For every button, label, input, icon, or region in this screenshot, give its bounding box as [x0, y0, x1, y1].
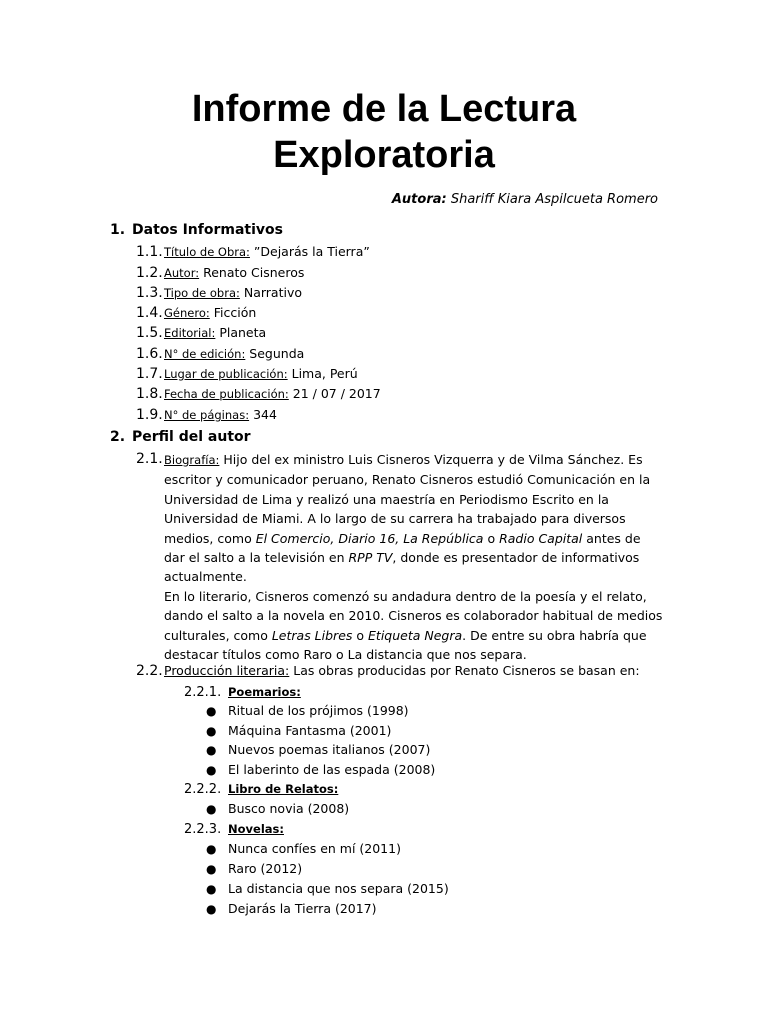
list-item: ● Dejarás la Tierra (2017)	[206, 901, 377, 916]
item-label: Título de Obra:	[164, 245, 250, 259]
item-label: Autor:	[164, 266, 200, 280]
list-item: ● La distancia que nos separa (2015)	[206, 881, 449, 896]
item-label: N° de edición:	[164, 347, 246, 361]
bullet-icon: ●	[206, 704, 217, 718]
bio-text: antes de dar el salto a la televisión en	[164, 530, 641, 566]
item-number: 1.3.	[136, 285, 163, 301]
author-line	[392, 192, 658, 207]
document-title	[0, 86, 768, 178]
item-label: Fecha de publicación:	[164, 387, 289, 401]
bullet-icon: ●	[206, 862, 217, 876]
bio-text: . De entre su obra habría que destacar títulos como Raro o La distancia que nos separa.	[164, 627, 647, 663]
item-number: 1.5.	[136, 325, 163, 341]
list-item: ● Nunca confíes en mí (2011)	[206, 841, 401, 856]
bullet-icon: ●	[206, 743, 217, 757]
item-value: Segunda	[245, 346, 305, 361]
section-number: 2.	[110, 429, 126, 445]
info-item	[136, 305, 256, 321]
item-value: 344	[249, 407, 277, 422]
bullet-icon: ●	[206, 882, 217, 896]
info-item	[136, 366, 358, 382]
bio-text: En lo literario, Cisneros comenzó su andadura dentro de la poesía y el relato, dando el salto a la novela en 2010. Cisneros es colaborador habitual de medios culturales, como	[164, 588, 663, 643]
item-value: 21 / 07 / 2017	[288, 386, 381, 401]
bio-italic: Letras Libres	[271, 627, 353, 643]
list-item: ● Raro (2012)	[206, 861, 303, 876]
item-number: 2.2.	[136, 663, 163, 679]
subgroup-label: Novelas:	[228, 822, 284, 836]
biography-number	[136, 451, 164, 467]
bio-italic: El Comercio, Diario 16, La República	[255, 530, 484, 546]
item-label: Producción literaria:	[164, 663, 290, 678]
biography-label: Biografía:	[164, 453, 220, 467]
bio-text: Hijo del ex ministro Luis Cisneros Vizquerra y de Vilma Sánchez. Es escritor y comunicador peruano, Renato Cisneros estudió Comunicación en la Universidad de Lima y realizó una maestría en Periodismo Escrito en la Universidad de Miami. A lo largo de su carrera ha trabajado para diversos medios, como	[164, 452, 651, 546]
item-value: Ficción	[209, 305, 257, 320]
item-label: N° de páginas:	[164, 408, 250, 422]
section-2-heading	[110, 429, 251, 445]
item-value: Las obras producidas por Renato Cisneros se basan en:	[289, 663, 640, 678]
section-1-heading	[110, 222, 283, 238]
item-number: 1.4.	[136, 305, 163, 321]
info-item	[136, 407, 277, 423]
item-value: ”Dejarás la Tierra”	[249, 244, 370, 259]
bullet-icon: ●	[206, 902, 217, 916]
item-label: Género:	[164, 306, 210, 320]
item-label: Lugar de publicación:	[164, 367, 288, 381]
item-label: Tipo de obra:	[164, 286, 240, 300]
info-item	[136, 346, 304, 362]
item-value: Planeta	[215, 325, 267, 340]
info-item	[136, 244, 370, 260]
item-number: 2.1.	[136, 451, 163, 467]
subgroup-number: 2.2.1.	[184, 685, 222, 700]
item-value: Renato Cisneros	[199, 265, 305, 280]
bio-italic: RPP TV	[348, 550, 393, 566]
subgroup-label: Poemarios:	[228, 685, 301, 699]
bullet-icon: ●	[206, 763, 217, 777]
bullet-icon: ●	[206, 802, 217, 816]
section-title: Perfil del autor	[132, 429, 251, 445]
bio-italic: Etiqueta Negra	[368, 627, 463, 643]
list-item: ● Máquina Fantasma (2001)	[206, 723, 392, 738]
list-item: ● Nuevos poemas italianos (2007)	[206, 742, 431, 757]
info-item	[136, 285, 302, 301]
subgroup-number: 2.2.3.	[184, 822, 222, 837]
item-number: 1.7.	[136, 366, 163, 382]
bullet-icon: ●	[206, 724, 217, 738]
section-title: Datos Informativos	[132, 222, 283, 238]
subgroup-number: 2.2.2.	[184, 782, 222, 797]
info-item	[136, 386, 381, 402]
subgroup-label: Libro de Relatos:	[228, 782, 339, 796]
item-label: Editorial:	[164, 326, 216, 340]
list-item: ● El laberinto de las espada (2008)	[206, 762, 436, 777]
bullet-icon: ●	[206, 842, 217, 856]
info-item	[136, 265, 304, 281]
author-name: Shariff Kiara Aspilcueta Romero	[450, 192, 658, 207]
list-item: ● Busco novia (2008)	[206, 801, 350, 816]
list-item: ● Ritual de los prójimos (1998)	[206, 703, 409, 718]
title-line-2: Exploratoria	[273, 134, 495, 176]
subgroup-heading	[184, 781, 338, 797]
info-item	[136, 325, 266, 341]
author-label: Autora:	[391, 192, 447, 207]
bio-text: , donde es presentador de informativos actualmente.	[164, 550, 640, 585]
item-value: Lima, Perú	[287, 366, 358, 381]
bio-italic: Radio Capital	[499, 530, 583, 546]
item-number: 1.1.	[136, 244, 163, 260]
item-value: Narrativo	[239, 285, 302, 300]
subgroup-heading	[184, 684, 301, 700]
subgroup-heading	[184, 821, 284, 837]
item-number: 1.2.	[136, 265, 163, 281]
bio-text: o	[352, 627, 369, 643]
production-item	[136, 663, 640, 679]
bio-text: o	[483, 530, 500, 546]
section-number: 1.	[110, 222, 126, 238]
item-number: 1.6.	[136, 346, 163, 362]
title-line-1: Informe de la Lectura	[191, 88, 577, 130]
item-number: 1.9.	[136, 407, 163, 423]
biography-paragraph	[164, 450, 664, 664]
item-number: 1.8.	[136, 386, 163, 402]
